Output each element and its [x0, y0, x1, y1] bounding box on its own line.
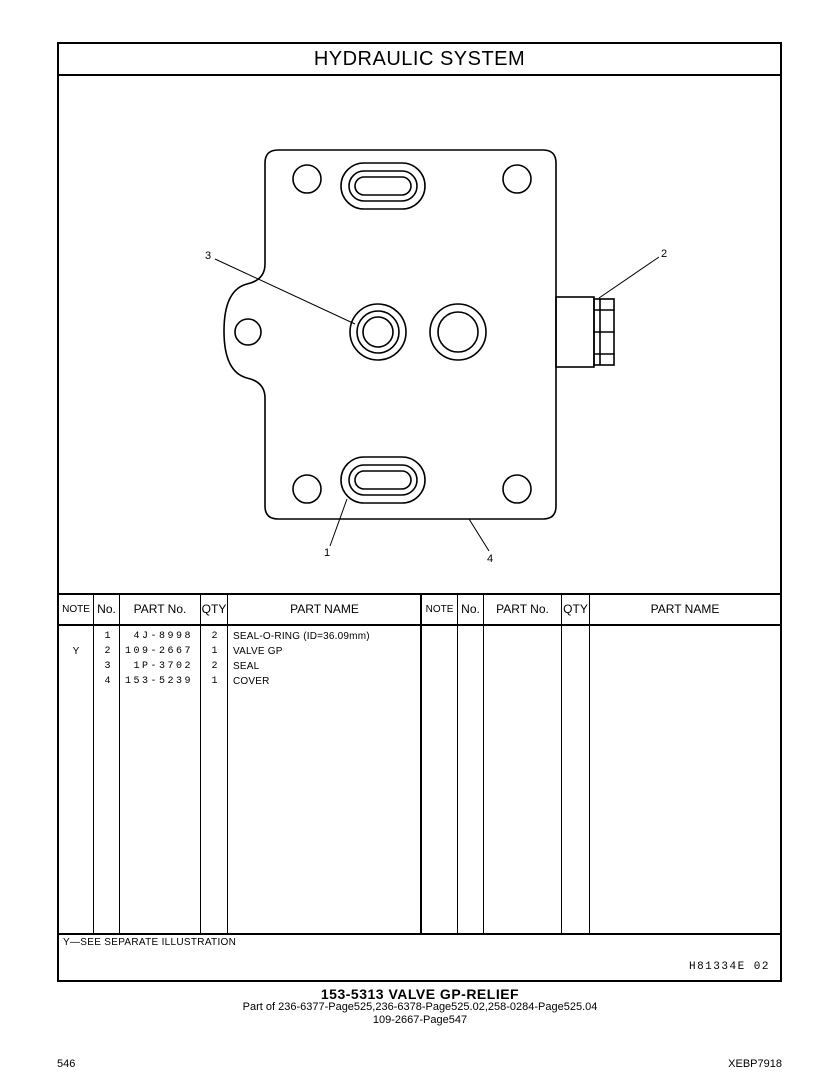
header-qty: QTY [201, 602, 227, 616]
callout-4: 4 [487, 553, 494, 565]
group-title: 153-5313 VALVE GP-RELIEF [320, 986, 520, 1002]
see-separate-note: Y—SEE SEPARATE ILLUSTRATION [63, 937, 237, 948]
port-right-inner [438, 312, 478, 352]
leader-3 [215, 259, 355, 324]
header-part-name-2: PART NAME [650, 602, 720, 616]
part-of-line-1: Part of 236-6377-Page525,236-6378-Page525.02,258-0284-Page525.04 [242, 1001, 598, 1013]
header-note: NOTE [62, 604, 90, 615]
cover-outline [224, 150, 556, 519]
header-part-no: PART No. [133, 602, 187, 616]
top-slot-hole [355, 177, 411, 195]
leader-4 [469, 519, 489, 551]
row-qty: 1 [211, 676, 218, 687]
row-part-name: VALVE GP [233, 646, 283, 657]
bottom-slot-outer [341, 457, 425, 503]
row-qty: 2 [211, 631, 218, 642]
corner-hole-bl [293, 475, 321, 503]
col-divider [483, 595, 484, 933]
header-part-no-2: PART No. [496, 602, 549, 616]
callout-2: 2 [661, 248, 668, 260]
page-title: HYDRAULIC SYSTEM [59, 44, 780, 76]
row-part-no: 1P-3702 [133, 661, 193, 672]
callout-1: 1 [324, 547, 331, 559]
row-part-name: SEAL-O-RING (ID=36.09mm) [233, 631, 370, 642]
port-left-outer [350, 304, 406, 360]
row-item-no: 1 [104, 631, 111, 642]
header-part-name: PART NAME [290, 602, 359, 616]
valve-cover-drawing [59, 76, 780, 594]
row-part-name: COVER [233, 676, 270, 687]
corner-hole-tl [293, 165, 321, 193]
col-divider-center [420, 595, 422, 933]
page-number: 546 [57, 1058, 76, 1070]
callout-3: 3 [205, 250, 212, 262]
row-item-no: 3 [104, 661, 111, 672]
bottom-slot-inner [349, 465, 417, 495]
header-qty-2: QTY [563, 602, 588, 616]
port-left-inner [363, 317, 393, 347]
top-slot-inner [349, 171, 417, 201]
top-slot-outer [341, 163, 425, 209]
col-divider [561, 595, 562, 933]
document-id: XEBP7918 [728, 1058, 782, 1070]
table-footer [59, 933, 780, 980]
header-no: No. [97, 602, 116, 616]
ear-hole [235, 319, 261, 345]
corner-hole-br [503, 475, 531, 503]
row-part-name: SEAL [233, 661, 260, 672]
leader-2 [599, 257, 659, 298]
row-note: Y [72, 646, 80, 657]
header-note-2: NOTE [425, 604, 454, 615]
col-divider [457, 595, 458, 933]
row-qty: 2 [211, 661, 218, 672]
row-part-no: 153-5239 [124, 676, 193, 687]
leader-1 [330, 499, 347, 546]
row-item-no: 2 [104, 646, 111, 657]
catalog-frame [57, 42, 782, 982]
header-no-2: No. [461, 602, 480, 616]
bottom-slot-hole [355, 471, 411, 489]
part-of-line-2: 109-2667-Page547 [372, 1014, 468, 1026]
row-part-no: 4J-8998 [133, 631, 193, 642]
row-part-no: 109-2667 [124, 646, 193, 657]
corner-hole-tr [503, 165, 531, 193]
row-item-no: 4 [104, 676, 111, 687]
illustration-id: H81334E 02 [688, 961, 770, 973]
row-qty: 1 [211, 646, 218, 657]
col-divider [589, 595, 590, 933]
parts-table [59, 593, 780, 933]
col-divider [93, 595, 94, 933]
parts-illustration [59, 76, 780, 594]
side-valve-body [556, 297, 594, 367]
